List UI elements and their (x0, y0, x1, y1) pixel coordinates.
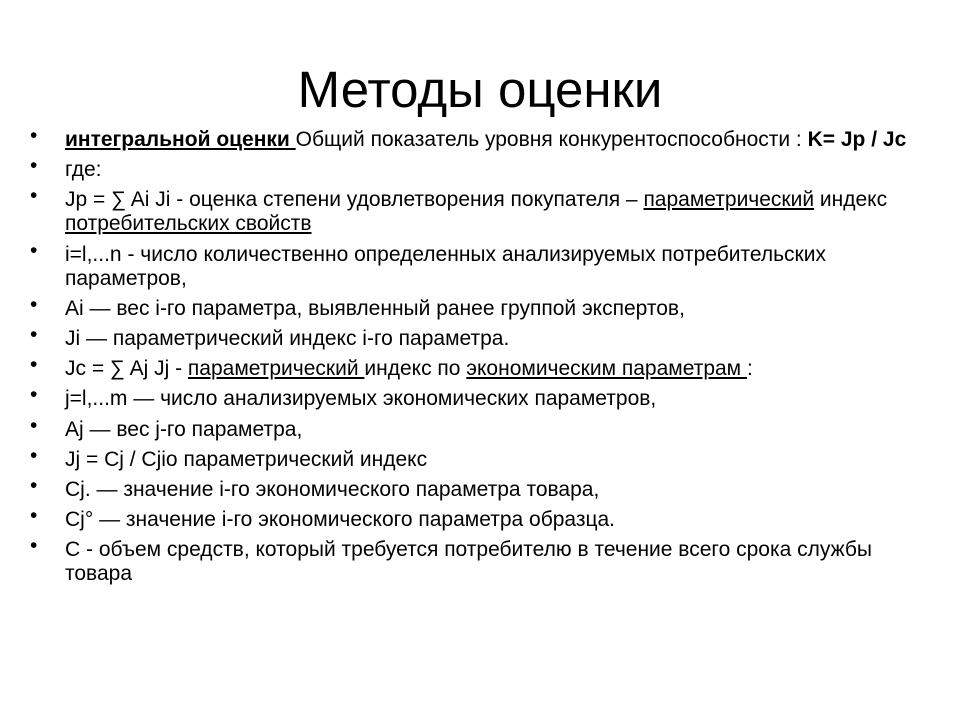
bullet-text: Cj. — значение i-го экономического параметра товара, (65, 477, 600, 501)
bullet-item (30, 292, 935, 321)
bullet-text: Cj° — значение i-го экономического параметра образца. (65, 508, 616, 532)
bullet-text: Общий показатель уровня конкурентоспособности : (295, 128, 808, 151)
bullet-item (30, 154, 935, 182)
bullet-dot-icon: • (30, 322, 38, 346)
bullet-item (30, 322, 935, 351)
bullet-text: индекс по (364, 357, 467, 381)
slide-title: Методы оценки (297, 61, 663, 118)
bullet-text: C - объем средств, который требуется потребителю в течение всего срока службы товара (65, 538, 873, 586)
bullet-text: : (746, 357, 753, 381)
bullet-item (30, 353, 935, 381)
bullet-text: параметрический (187, 357, 365, 381)
bullet-dot-icon: • (30, 443, 38, 467)
bullet-text: экономическим параметрам (466, 357, 747, 381)
bullet-dot-icon: • (30, 238, 38, 262)
bullet-item (30, 383, 935, 411)
bullet-dot-icon: • (30, 473, 38, 497)
bullet-dot-icon: • (30, 413, 38, 437)
bullet-text: где: (65, 158, 102, 182)
bullet-item (30, 443, 935, 472)
bullet-item (30, 413, 935, 442)
bullet-text: Jj = Cj / Cjio параметрический индекс (65, 447, 428, 471)
bullet-item (30, 238, 935, 291)
bullet-text: i=l,...n - число количественно определенных анализируемых потребительских параметров, (65, 242, 826, 290)
bullet-dot-icon: • (30, 292, 38, 316)
bullet-item (30, 473, 935, 502)
bullet-text: K= Jp / Jc (807, 128, 907, 151)
bullet-dot-icon: • (30, 184, 38, 208)
bullet-text: Jc = ∑ Aj Jj - (65, 357, 188, 381)
bullet-text: интегральной оценки (65, 128, 296, 151)
bullet-item (30, 184, 935, 236)
bullet-dot-icon: • (30, 504, 38, 528)
bullet-text: Ai — вес i-го параметра, выявленный ранее группой экспертов, (65, 296, 685, 320)
bullet-text: j=l,...m — число анализируемых экономических параметров, (65, 387, 657, 411)
bullet-text: Ji — параметрический индекс i-го параметра. (65, 326, 510, 350)
bullet-item (30, 124, 935, 152)
bullet-text: Aj — вес j-го параметра, (65, 417, 303, 441)
bullet-dot-icon: • (30, 383, 38, 407)
bullet-text: потребительских свойств (65, 212, 312, 236)
bullet-item (30, 534, 935, 586)
bullet-text: параметрический (643, 188, 815, 212)
bullet-item (30, 504, 935, 532)
bullet-dot-icon: • (30, 124, 38, 147)
bullet-list (30, 124, 935, 592)
bullet-dot-icon: • (30, 534, 38, 558)
bullet-dot-icon: • (30, 154, 38, 178)
bullet-text: индекс (814, 188, 888, 212)
bullet-text: Jp = ∑ Ai Ji - оценка степени удовлетворения покупателя – (65, 188, 644, 212)
bullet-dot-icon: • (30, 353, 38, 377)
